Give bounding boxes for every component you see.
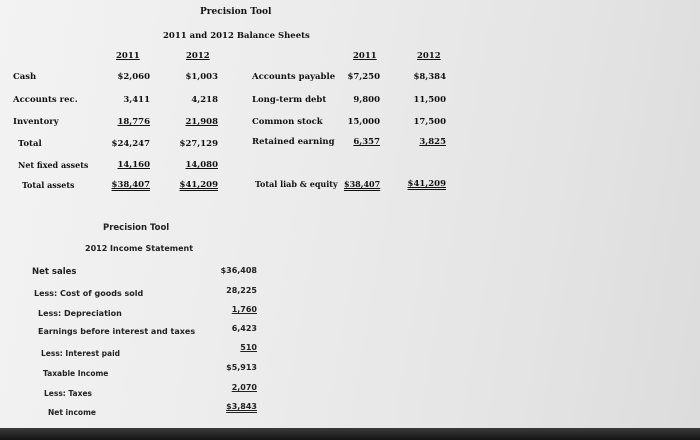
liab-label-ltd: Long-term debt xyxy=(252,95,327,105)
liab-cs-2012: 17,500 xyxy=(413,117,446,127)
asset-cash-2011: $2,060 xyxy=(117,72,150,82)
liab-label-retained: Retained earning xyxy=(252,137,335,147)
income-title: 2012 Income Statement xyxy=(85,244,194,253)
income-label-cogs: Less: Cost of goods sold xyxy=(34,289,144,298)
asset-nfa-2012: 14,080 xyxy=(185,160,218,170)
liab-total-2012: $41,209 xyxy=(407,179,446,189)
asset-label-inventory: Inventory xyxy=(13,117,59,127)
liab-total-2011: $38,407 xyxy=(344,179,381,189)
liab-ltd-2011: 9,800 xyxy=(353,95,380,105)
income-net-income: $3,843 xyxy=(226,402,257,411)
income-ebit: 6,423 xyxy=(231,324,257,333)
year-2011-assets: 2011 xyxy=(116,51,140,61)
liab-re-2012: 3,825 xyxy=(419,137,446,147)
liab-ap-2011: $7,250 xyxy=(347,72,380,82)
liab-re-2011: 6,357 xyxy=(353,137,380,147)
income-label-ebit: Earnings before interest and taxes xyxy=(38,327,196,336)
asset-ar-2011: 3,411 xyxy=(123,95,150,105)
photo-bottom-edge xyxy=(0,428,700,440)
asset-label-total-assets: Total assets xyxy=(22,180,75,190)
income-label-taxes: Less: Taxes xyxy=(44,389,93,398)
asset-ar-2012: 4,218 xyxy=(191,95,218,105)
asset-label-cash: Cash xyxy=(13,72,37,82)
income-label-net-income: Net income xyxy=(48,408,96,417)
liab-ltd-2012: 11,500 xyxy=(413,95,446,105)
asset-total-assets-2012: $41,209 xyxy=(179,180,218,190)
income-net-sales: $36,408 xyxy=(220,266,257,275)
balance-company: Precision Tool xyxy=(200,7,272,17)
liab-cs-2011: 15,000 xyxy=(347,117,380,127)
asset-label-accounts-rec: Accounts rec. xyxy=(13,95,78,105)
income-interest: 510 xyxy=(240,343,257,352)
income-company: Precision Tool xyxy=(103,223,170,233)
year-2012-assets: 2012 xyxy=(186,51,210,61)
income-depreciation: 1,760 xyxy=(231,305,257,314)
asset-total-assets-2011: $38,407 xyxy=(111,180,150,190)
asset-label-net-fixed: Net fixed assets xyxy=(18,160,89,170)
asset-inventory-2011: 18,776 xyxy=(117,117,150,127)
liab-ap-2012: $8,384 xyxy=(413,72,446,82)
income-taxes: 2,070 xyxy=(231,383,257,392)
income-label-net-sales: Net sales xyxy=(32,267,77,277)
income-label-depreciation: Less: Depreciation xyxy=(38,309,122,318)
year-2012-liab: 2012 xyxy=(417,51,441,61)
asset-total-2011: $24,247 xyxy=(111,139,150,149)
liab-label-ap: Accounts payable xyxy=(252,72,336,82)
liab-label-common-stock: Common stock xyxy=(252,117,323,127)
income-taxable: $5,913 xyxy=(226,363,257,372)
asset-inventory-2012: 21,908 xyxy=(185,117,218,127)
asset-total-2012: $27,129 xyxy=(179,139,218,149)
balance-title: 2011 and 2012 Balance Sheets xyxy=(163,31,310,41)
income-label-interest: Less: Interest paid xyxy=(41,349,121,358)
liab-label-total: Total liab & equity xyxy=(255,179,338,189)
income-cogs: 28,225 xyxy=(226,286,257,295)
asset-label-total: Total xyxy=(18,139,42,149)
income-label-taxable: Taxable Income xyxy=(43,369,109,378)
asset-nfa-2011: 14,160 xyxy=(117,160,150,170)
year-2011-liab: 2011 xyxy=(353,51,377,61)
asset-cash-2012: $1,003 xyxy=(185,72,218,82)
